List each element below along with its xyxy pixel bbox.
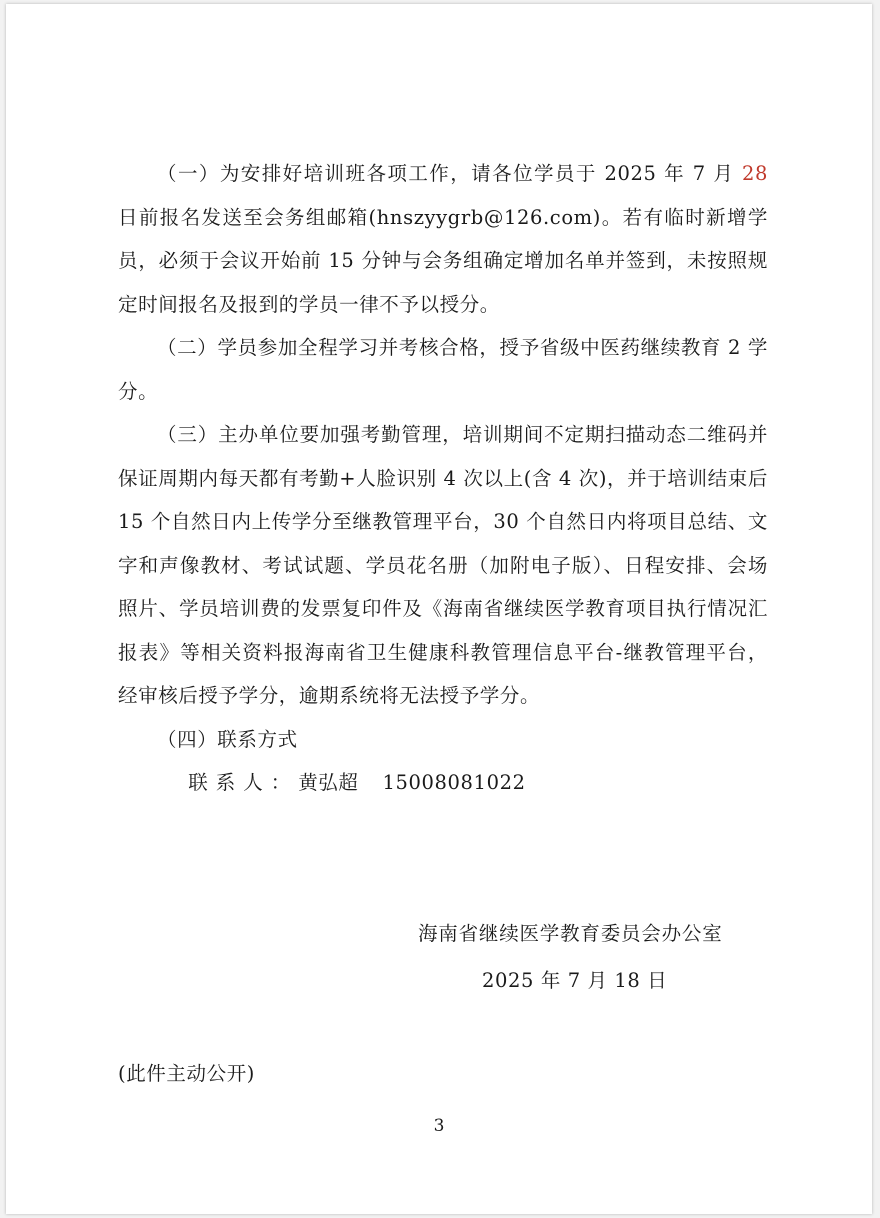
page-number: 3 [433, 1116, 445, 1136]
contact-label: 联系人： [188, 771, 299, 794]
paragraph-registration [118, 152, 768, 326]
paragraph-attendance: （三）主办单位要加强考勤管理，培训期间不定期扫描动态二维码并保证周期内每天都有考勤+人脸识别 4 次以上(含 4 次)，并于培训结束后 15 个自然日内上传学分至继教管理平台，30 个自然日内将项目总结、文字和声像教材、考试试题、学员花名册（加附电子版）、日程安排、会场照片、学员培训费的发票复印件及《海南省继续医学教育项目执行情况汇报表》等相关资料报海南省卫生健康科教管理信息平台-继教管理平台，经审核后授予学分，逾期系统将无法授予学分。 [118, 423, 768, 707]
registration-deadline-day: 28 [741, 162, 768, 185]
paragraph-contact-heading: （四）联系方式 [157, 727, 298, 751]
document-body [118, 152, 768, 805]
registration-text-start: （一）为安排好培训班各项工作，请各位学员于 2025 年 7 月 [157, 162, 742, 185]
public-disclosure-note: (此件主动公开) [118, 1062, 256, 1085]
registration-text-end: 日前报名发送至会务组邮箱(hnszyygrb@126.com)。若有临时新增学员，必须于会议开始前 15 分钟与会务组确定增加名单并签到，未按照规定时间报名及报到的学员一律不予以授分。 [118, 205, 768, 316]
paragraph-credits: （二）学员参加全程学习并考核合格，授予省级中医药继续教育 2 学分。 [118, 336, 768, 403]
contact-name: 黄弘超 [298, 771, 359, 794]
contact-phone: 15008081022 [382, 771, 526, 794]
signature-organization: 海南省继续医学教育委员会办公室 [418, 922, 723, 945]
document-page [6, 4, 872, 1214]
contact-line [118, 761, 768, 805]
signature-date: 2025 年 7 月 18 日 [482, 969, 668, 992]
